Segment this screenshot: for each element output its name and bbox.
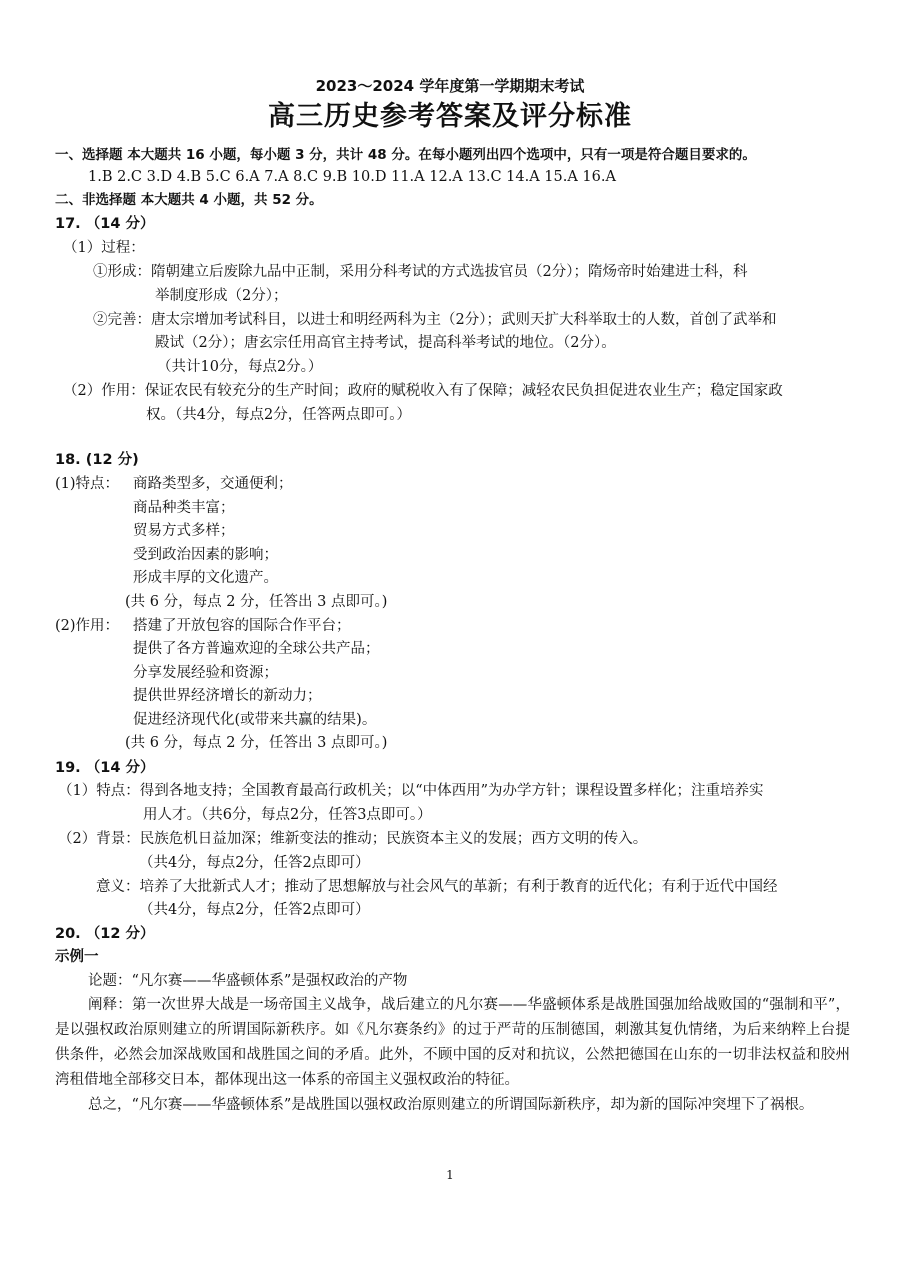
q18-part1-item: 形成丰厚的文化遗产。 [133, 570, 278, 586]
q18-part2-item: 促进经济现代化(或带来共赢的结果)。 [133, 712, 377, 728]
exam-subtitle: 2023～2024 学年度第一学期期末考试 [315, 77, 585, 95]
q18-part2-item: 分享发展经验和资源； [133, 665, 278, 681]
q17-part1-note: （共计10分，每点2分。） [157, 359, 323, 375]
page-title: 高三历史参考答案及评分标准 [268, 101, 632, 132]
q18-part1-item: 商路类型多，交通便利； [133, 476, 293, 492]
q17-heading: 17. （14 分） [55, 216, 155, 232]
section2-heading: 二、非选择题 本大题共 4 小题，共 52 分。 [55, 192, 323, 208]
q19-part3-note: （共4分，每点2分，任答2点即可） [139, 902, 370, 918]
q17-part2-line1: （2）作用：保证农民有较充分的生产时间；政府的赋税收入有了保障；减轻农民负担促进农业生产；稳定国家政 [63, 383, 783, 399]
page-number: 1 [446, 1168, 454, 1182]
q17-part1-label: （1）过程： [63, 240, 145, 256]
q20-example-label: 示例一 [55, 949, 99, 965]
q17-improve-line1: ②完善：唐太宗增加考试科目，以进士和明经两科为主（2分）；武则天扩大科举取士的人数，首创了武举和 [93, 312, 777, 328]
mcq-answers: 1.B 2.C 3.D 4.B 5.C 6.A 7.A 8.C 9.B 10.D 11.A 12.A 13.C 14.A 15.A 16.A [88, 169, 616, 185]
q17-formation-line1: ①形成：隋朝建立后废除九品中正制，采用分科考试的方式选拔官员（2分）；隋炀帝时始建进士科，科 [93, 264, 748, 280]
q20-heading: 20. （12 分） [55, 926, 155, 942]
q19-part1-line2: 用人才。（共6分，每点2分，任答3点即可。） [143, 807, 432, 823]
q18-part2-item: 提供世界经济增长的新动力； [133, 688, 322, 704]
q19-heading: 19. （14 分） [55, 760, 155, 776]
q18-part2-item: 搭建了开放包容的国际合作平台； [133, 618, 351, 634]
q18-heading: 18. (12 分) [55, 452, 139, 468]
q19-part2-line1: （2）背景：民族危机日益加深；维新变法的推动；民族资本主义的发展；西方文明的传入。 [58, 831, 648, 847]
q17-improve-line2: 殿试（2分）；唐玄宗任用高官主持考试，提高科举考试的地位。（2分）。 [155, 335, 616, 351]
q19-part1-line1: （1）特点：得到各地支持；全国教育最高行政机关；以“中体西用”为办学方针；课程设置多样化；注重培养实 [58, 783, 764, 799]
q19-part2-note: （共4分，每点2分，任答2点即可） [139, 855, 370, 871]
q17-formation-line2: 举制度形成（2分）； [155, 288, 288, 304]
q17-part2-line2: 权。（共4分，每点2分，任答两点即可。） [146, 407, 411, 423]
section1-heading: 一、选择题 本大题共 16 小题，每小题 3 分，共计 48 分。在每小题列出四个选项中，只有一项是符合题目要求的。 [55, 147, 756, 163]
q18-part1-note: (共 6 分，每点 2 分，任答出 3 点即可。) [125, 594, 388, 610]
q18-part1-label: (1)特点： [55, 476, 120, 492]
q19-part3-line1: 意义：培养了大批新式人才；推动了思想解放与社会风气的革新；有利于教育的近代化；有利于近代中国经 [96, 879, 778, 895]
q18-part2-label: (2)作用： [55, 618, 120, 634]
q18-part2-note: (共 6 分，每点 2 分，任答出 3 点即可。) [125, 735, 388, 751]
q20-thesis: 论题：“凡尔赛——华盛顿体系”是强权政治的产物 [88, 973, 408, 989]
q18-part1-item: 贸易方式多样； [133, 523, 235, 539]
q20-conclusion: 总之，“凡尔赛——华盛顿体系”是战胜国以强权政治原则建立的所谓国际新秩序，却为新的国际冲突埋下了祸根。 [88, 1097, 814, 1113]
q18-part2-item: 提供了各方普遍欢迎的全球公共产品； [133, 641, 380, 657]
q20-elaboration: 阐释：第一次世界大战是一场帝国主义战争，战后建立的凡尔赛——华盛顿体系是战胜国强加给战败国的“强制和平”，是以强权政治原则建立的所谓国际新秩序。如《凡尔赛条约》的过于严苛的压制德国，刺激其复仇情绪，为后来纳粹上台提供条件，必然会加深战败国和战胜国之间的矛盾。此外，不顾中国的反对和抗议，公然把德国在山东的一切非法权益和胶州湾租借地全部移交日本，都体现出这一体系的帝国主义强权政治的特征。 [55, 997, 850, 1088]
q18-part1-item: 受到政治因素的影响； [133, 547, 278, 563]
q18-part1-item: 商品种类丰富； [133, 500, 235, 516]
